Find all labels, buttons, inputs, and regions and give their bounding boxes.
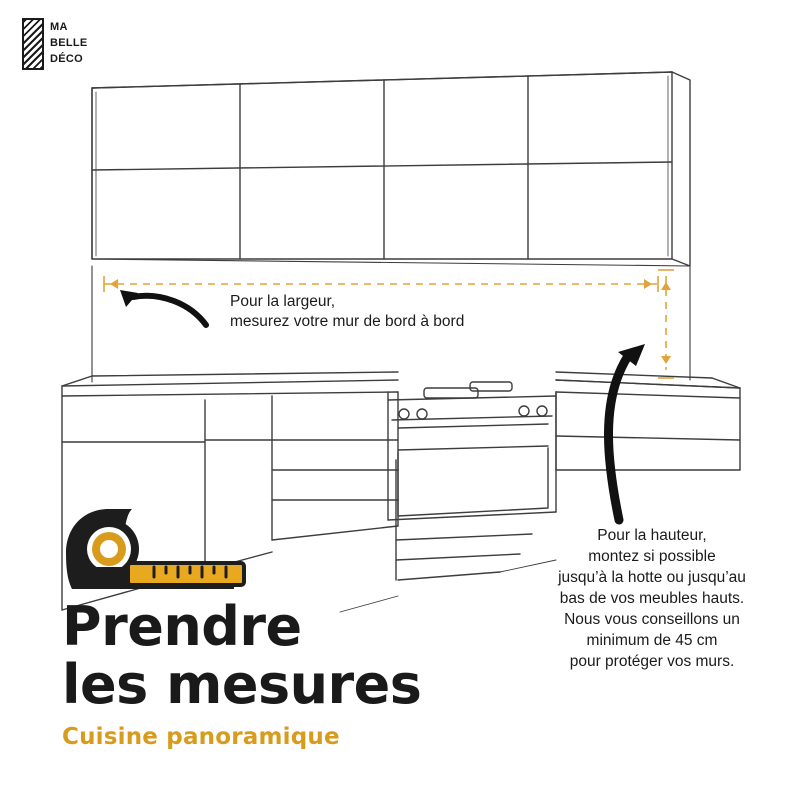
lower-left-bottom-2 xyxy=(272,526,398,540)
oven-floor-line xyxy=(398,572,500,580)
oven-panel-bottom xyxy=(398,446,548,450)
oven-plinth-line-1 xyxy=(396,534,532,540)
page-title-line-1: Prendre xyxy=(62,595,302,658)
height-annotation-line-6: minimum de 45 cm xyxy=(586,632,718,649)
upper-cabinet-bottom-edge xyxy=(92,259,690,266)
logo-line-3: DÉCO xyxy=(50,53,83,65)
tape-measure-icon xyxy=(62,505,247,595)
worktop-left-front xyxy=(62,380,398,386)
worktop-right-thickness xyxy=(556,380,740,398)
tape-measure-hub xyxy=(100,540,118,558)
height-annotation xyxy=(528,525,776,672)
oven-knob-4 xyxy=(537,406,547,416)
hob-front-line xyxy=(392,416,552,420)
height-annotation-line-5: Nous vous conseillons un xyxy=(564,611,740,628)
oven-knob-2 xyxy=(417,409,427,419)
lower-right-drawer-rail xyxy=(556,436,740,440)
worktop-left-bevel xyxy=(62,376,92,386)
worktop-left-thickness xyxy=(62,386,398,396)
width-annotation xyxy=(230,292,560,332)
height-arrow-top xyxy=(661,282,671,290)
height-annotation-line-4: bas de vos meubles hauts. xyxy=(559,590,745,607)
height-annotation-line-1: Pour la hauteur, xyxy=(597,527,707,544)
worktop-left-back xyxy=(92,372,398,376)
curved-arrow-left-icon xyxy=(133,296,206,325)
height-annotation-line-2: montez si possible xyxy=(588,548,716,565)
width-annotation-line-2: mesurez votre mur de bord à bord xyxy=(230,313,465,330)
width-arrow-right xyxy=(644,279,652,289)
height-annotation-line-3: jusqu’à la hotte ou jusqu’au xyxy=(558,569,746,586)
upper-cabinet-mid-rail xyxy=(92,162,672,170)
logo-line-2: BELLE xyxy=(50,37,88,49)
oven-knob-3 xyxy=(519,406,529,416)
logo-line-1: MA xyxy=(50,21,68,33)
height-annotation-line-7: pour protéger vos murs. xyxy=(569,653,735,670)
page-title-line-2: les mesures xyxy=(62,653,422,716)
hob-burner-rear-2 xyxy=(470,382,512,391)
height-arrow-bottom xyxy=(661,356,671,364)
oven-door xyxy=(398,448,548,516)
title-block xyxy=(62,595,482,750)
oven-plinth-line-2 xyxy=(396,554,520,560)
page-subtitle: Cuisine panoramique xyxy=(62,724,340,750)
width-annotation-line-1: Pour la largeur, xyxy=(230,293,336,310)
oven-panel-top xyxy=(398,424,548,428)
oven-knob-1 xyxy=(399,409,409,419)
worktop-right-back xyxy=(556,372,712,378)
width-arrow-left xyxy=(110,279,118,289)
oven-base xyxy=(388,512,556,520)
